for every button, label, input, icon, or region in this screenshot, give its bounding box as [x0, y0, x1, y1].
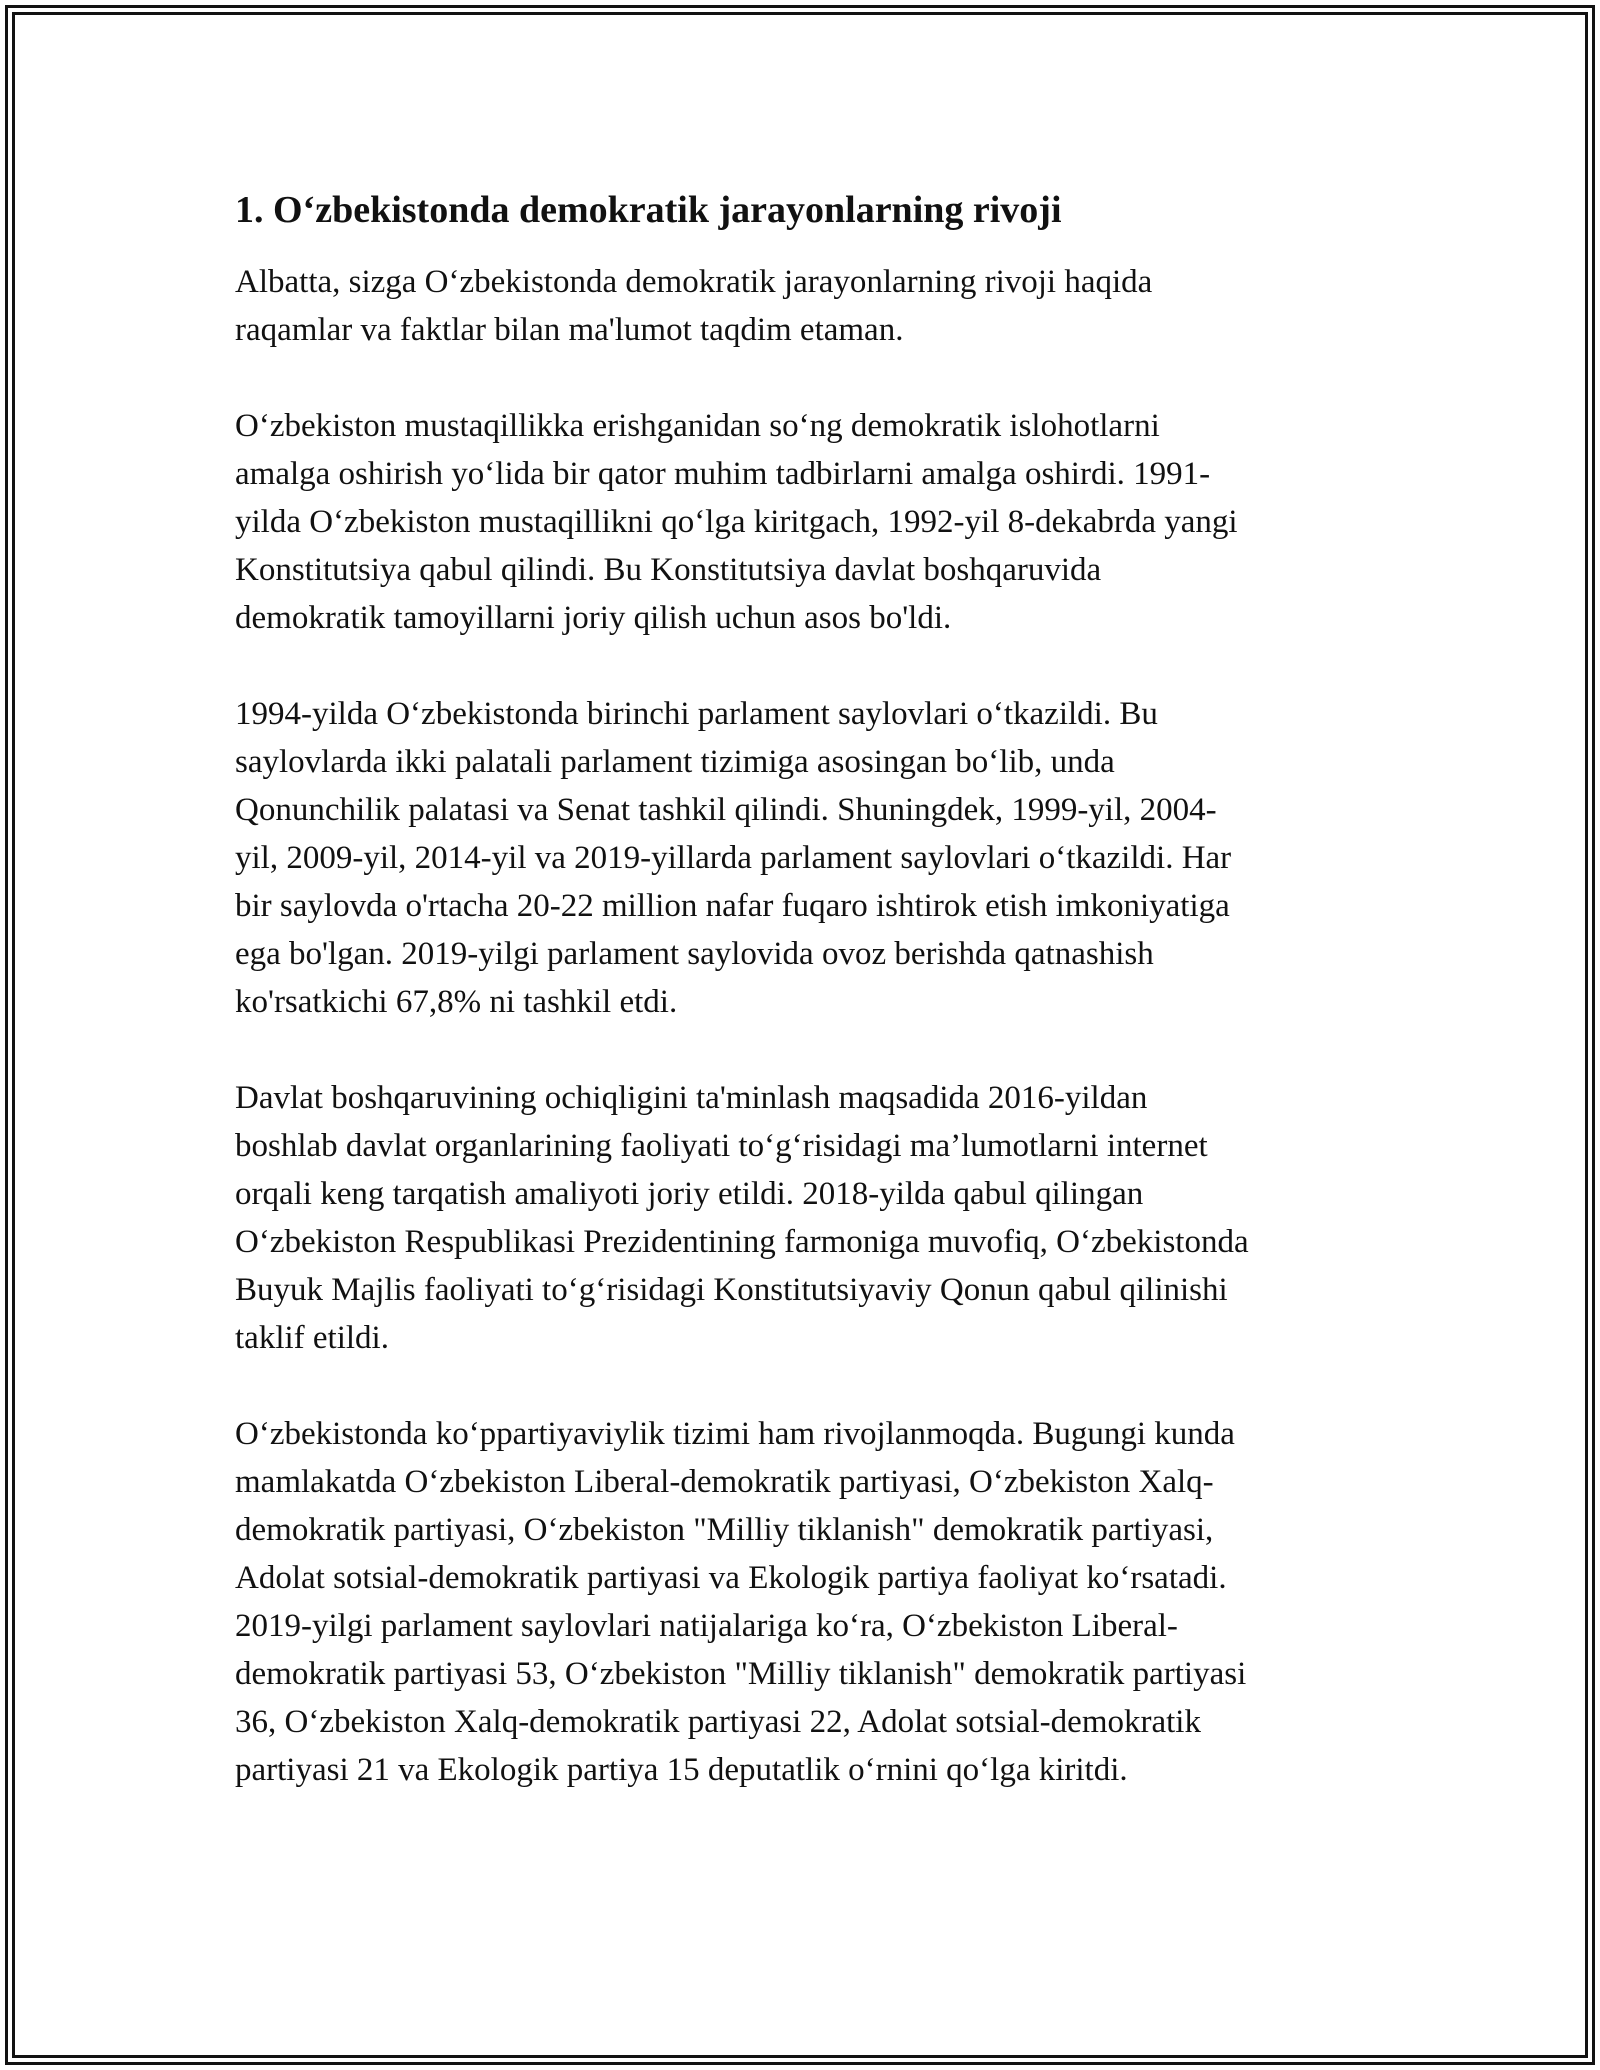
document-title: 1. O‘zbekistonda demokratik jarayonlarning rivoji — [235, 189, 1062, 231]
paragraph-multiparty-system: O‘zbekistonda ko‘ppartiyaviylik tizimi ham rivojlanmoqda. Bugungi kunda mamlakatda O‘zbekiston Liberal-demokratik partiyasi, O‘zbekiston Xalq- demokratik partiyasi, O‘zbekiston "Milliy tiklanish" demokratik partiyasi, Adolat sotsial-demokratik partiyasi va Ekologik partiya faoliyat ko‘rsatadi. 2019-yilgi parlament saylovlari natijalariga ko‘ra, O‘zbekiston Liberal- demokratik partiyasi 53, O‘zbekiston "Milliy tiklanish" demokratik partiyasi 36, O‘zbekiston Xalq-demokratik partiyasi 22, Adolat sotsial-demokratik partiyasi 21 va Ekologik partiya 15 deputatlik o‘rnini qo‘lga kiritdi. — [235, 1416, 1247, 1788]
paragraph-independence-constitution: O‘zbekiston mustaqillikka erishganidan so‘ng demokratik islohotlarni amalga oshirish yo‘lida bir qator muhim tadbirlarni amalga oshirdi. 1991- yilda O‘zbekiston mustaqillikni qo‘lga kiritgach, 1992-yil 8-dekabrda yangi Konstitutsiya qabul qilindi. Bu Konstitutsiya davlat boshqaruvida demokratik tamoyillarni joriy qilish uchun asos bo'ldi. — [235, 408, 1238, 636]
paragraph-parliament-elections: 1994-yilda O‘zbekistonda birinchi parlament saylovlari o‘tkazildi. Bu saylovlarda ikki palatali parlament tizimiga asosingan bo‘lib, unda Qonunchilik palatasi va Senat tashkil qilindi. Shuningdek, 1999-yil, 2004- yil, 2009-yil, 2014-yil va 2019-yillarda parlament saylovlari o‘tkazildi. Har bir saylovda o'rtacha 20-22 million nafar fuqaro ishtirok etish imkoniyatiga ega bo'lgan. 2019-yilgi parlament saylovida ovoz berishda qatnashish ko'rsatkichi 67,8% ni tashkil etdi. — [235, 696, 1232, 1020]
paragraph-intro: Albatta, sizga O‘zbekistonda demokratik jarayonlarning rivoji haqida raqamlar va faktlar bilan ma'lumot taqdim etaman. — [235, 264, 1153, 348]
paragraph-government-openness: Davlat boshqaruvining ochiqligini ta'minlash maqsadida 2016-yildan boshlab davlat organlarining faoliyati to‘g‘risidagi ma’lumotlarni internet orqali keng tarqatish amaliyoti joriy etildi. 2018-yilda qabul qilingan O‘zbekiston Respublikasi Prezidentining farmoniga muvofiq, O‘zbekistonda Buyuk Majlis faoliyati to‘g‘risidagi Konstitutsiyaviy Qonun qabul qilinishi taklif etildi. — [235, 1080, 1249, 1356]
document-body — [235, 186, 1385, 1842]
